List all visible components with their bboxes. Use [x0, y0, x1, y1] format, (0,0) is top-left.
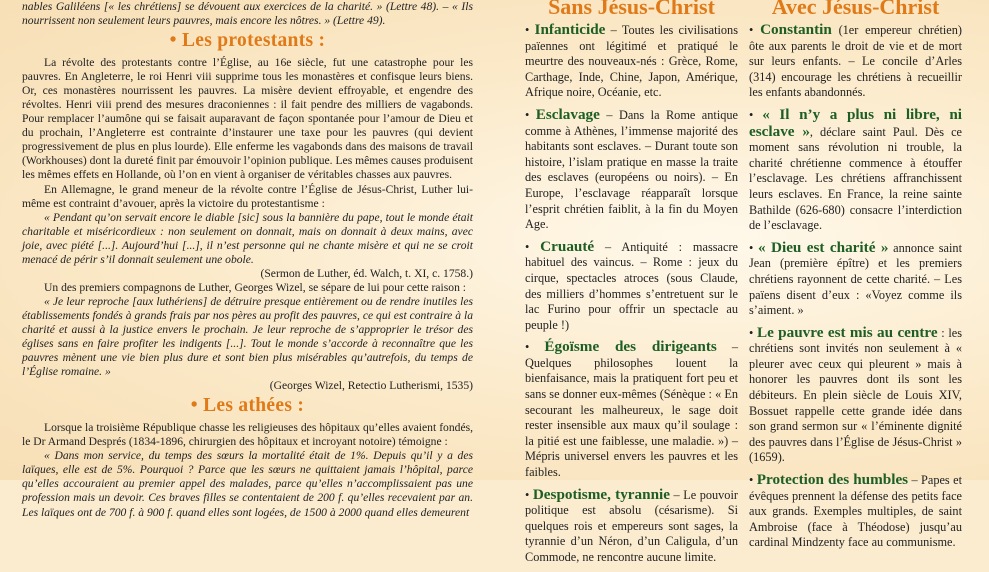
list-item: • Despotisme, tyrannie – Le pouvoir politique est absolu (césarisme). Si quelques rois et empereurs sont sages, la tyrannie d’un Néron, d’un Caligula, d’un Commode, ne rencontre aucune limite. [525, 485, 738, 564]
without-christ-column [525, 0, 738, 572]
wizel-quote-source: (Georges Wizel, Retectio Lutherismi, 1535) [269, 379, 473, 393]
left-column [22, 0, 473, 520]
list-item: • Égoïsme des dirigeants – Quelques philosophes louent la bienfaisance, mais la pratiquent fort peu et sans se donner eux-mêmes (Sénèque : « En secourant les malheureux, le sage doit rester insensible aux maux qu’il soulage : la pitié est une faiblesse, une maladie. ») – Mépris universel envers les pauvres et les faibles. [525, 338, 738, 480]
item-text: – Quelques philosophes louent la bienfaisance, mais la pratiquent fort peu et sans se donner eux-mêmes (Sénèque : « En secourant les malheureux, le sage doit rester insensible aux maux qu’il soulage : la pitié est une faiblesse, une maladie. ») – Mépris universel envers les pauvres et les faibles. [525, 340, 738, 480]
list-item: • « Dieu est charité » annonce saint Jean (première épître) et les premiers chrétiens rayonnent de cette charité. – Les païens disent d’eux : «Voyez comme ils s’aiment. » [749, 238, 962, 318]
protestants-paragraph-2: En Allemagne, le grand meneur de la révolte contre l’Église de Jésus-Christ, Luther lui-même est contraint d’avouer, après la victoire du protestantisme : [22, 182, 473, 210]
section-heading-athees: • Les athées : [190, 395, 305, 417]
wizel-quote: « Je leur reproche [aux luthériens] de détruire presque entièrement ou de rendre inutiles les établissements fondés à grands frais par nos pères au profit des pauvres, ce qui est contraire à la charité et aussi à la justice envers le prochain. Je leur reproche de s’approprier le trésor des églises sans en faire profiter les indigents [...]. Tout le monde s’accorde à reconnaître que les pauvres mènent une vie bien plus dure et sont bien plus misérables qu’autrefois, du temps de l’Église romaine. » [22, 294, 473, 379]
item-text: – Dans la Rome antique comme à Athènes, l’immense majorité des habitants sont esclaves. – Durant toute son histoire, l’islam pratique en masse la traite des esclaves (européens ou noirs). – En Europe, l’esclavage réapparaît lorsque l’esprit chrétien faiblit, à la fin du Moyen Age. [525, 107, 738, 232]
item-text: , déclare saint Paul. Dès ce moment sans révolution ni trouble, la charité chrétienne commence à étouffer l’esclavage. Les chrétiens affranchissent leurs esclaves. En France, la reine sainte Bathilde (626-680) consacre l’interdiction de l’esclavage. [749, 124, 962, 233]
item-title: Constantin [760, 21, 832, 38]
with-christ-column [749, 0, 962, 557]
list-item: • Infanticide – Toutes les civilisations païennes ont légitimé et pratiqué le meurtre des nouveaux-nés : Grèce, Rome, Carthage, Inde, Chine, Japon, Amérique, Afrique noire, Océanie, etc. [525, 21, 738, 100]
column-heading-sans: Sans Jésus-Christ [548, 0, 715, 19]
item-text: (1er empereur chrétien) ôte aux parents le droit de vie et de mort sur leurs enfants. – Le concile d’Arles (314) encourage les chrétiens à recueillir les enfants abandonnés. [749, 23, 962, 100]
item-title: Le pauvre est mis au centre [756, 323, 938, 341]
item-title: Infanticide [534, 21, 606, 38]
item-title: Cruauté [540, 237, 595, 255]
item-title: « Il n’y a plus ni libre, ni esclave » [749, 105, 962, 140]
item-title: Despotisme, tyrannie [532, 485, 670, 503]
list-item: • « Il n’y a plus ni libre, ni esclave », déclare saint Paul. Dès ce moment sans révolution ni trouble, la charité chrétienne commence à étouffer l’esclavage. Les chrétiens affranchissent leurs esclaves. En France, la reine sainte Bathilde (626-680) consacre l’interdiction de l’esclavage. [749, 105, 962, 233]
luther-quote-source: (Sermon de Luther, éd. Walch, t. XI, c. 1758.) [260, 266, 473, 280]
list-item: • Protection des humbles – Papes et évêques prennent la défense des petits face aux grands. Exemples multiples, de saint Ambroise (face à Théodose) jusqu’au cardinal Mindzenty face au communisme. [749, 471, 962, 550]
item-text: – Le pouvoir politique est absolu (césarisme). Si quelques rois et empereurs sont sages, la tyrannie d’un Néron, d’un Caligula, d’un Commode, ne rencontre aucune limite. [525, 487, 738, 564]
protestants-paragraph-3: Un des premiers compagnons de Luther, Georges Wizel, se sépare de lui pour cette raison : [44, 280, 466, 294]
luther-quote: « Pendant qu’on servait encore le diable [sic] sous la bannière du pape, tout le monde était charitable et miséricordieux : non seulement on donnait, mais on donnait à deux mains, avec joie, avec piété [...]. Aujourd’hui [...], il n’est personne qui ne chante misère et qui ne se croit menacé de périr s’il donnait seulement une obole. [22, 210, 473, 266]
item-text: – Toutes les civilisations païennes ont légitimé et pratiqué le meurtre des nouveaux-nés : Grèce, Rome, Carthage, Inde, Chine, Japon, Amérique, Afrique noire, Océanie, etc. [525, 23, 738, 100]
list-item: • Le pauvre est mis au centre : les chrétiens sont invités non seulement à « pleurer avec ceux qui pleurent » mais à honorer les pauvres dont ils sont les débiteurs. En plein siècle de Louis XIV, Bossuet rappelle cette grande idée dans son grand sermon sur « l’éminente dignité des pauvres dans l’Église de Jésus-Christ » (1659). [749, 323, 962, 465]
item-text: – Antiquité : massacre habituel des vaincus. – Rome : jeux du cirque, spectacles atroces (sous Claude, des milliers d’hommes s’entretuent sur le lac Furino pour offrir un spectacle au peuple !) [525, 239, 738, 332]
list-item: • Esclavage – Dans la Rome antique comme à Athènes, l’immense majorité des habitants sont esclaves. – Durant toute son histoire, l’islam pratique en masse la traite des esclaves (européens ou noirs). – En Europe, l’esclavage réapparaît lorsque l’esprit chrétien faiblit, à la fin du Moyen Age. [525, 105, 738, 232]
section-heading-protestants: • Les protestants : [169, 30, 326, 52]
item-title: Protection des humbles [756, 471, 909, 489]
list-item: • Cruauté – Antiquité : massacre habituel des vaincus. – Rome : jeux du cirque, spectacles atroces (sous Claude, des milliers d’hommes s’entretuent sur le lac Furino pour offrir un spectacle au peuple !) [525, 237, 738, 332]
list-item: • Constantin (1er empereur chrétien) ôte aux parents le droit de vie et de mort sur leurs enfants. – Le concile d’Arles (314) encourage les chrétiens à recueillir les enfants abandonnés. [749, 21, 962, 100]
item-text: – Papes et évêques prennent la défense des petits face aux grands. Exemples multiples, de saint Ambroise (face à Théodose) jusqu’au cardinal Mindzenty face au communisme. [749, 473, 962, 550]
athees-paragraph-1: Lorsque la troisième République chasse les religieuses des hôpitaux qu’elles avaient fondés, le Dr Armand Després (1834-1896, chirurgien des hôpitaux et incroyant notoire) témoigne : [22, 421, 473, 449]
item-title: « Dieu est charité » [758, 238, 889, 256]
intro-paragraph: nables Galiléens [« les chrétiens] se dévouent aux exercices de la charité. » (Lettre 48). – « Ils nourrissent non seulement leurs pauvres, mais encore les nôtres. » (Lettre 49). [22, 0, 473, 28]
item-text: annonce saint Jean (première épître) et les premiers chrétiens rayonnent de cette charité. – Les païens disent d’eux : «Voyez comme ils s’aiment. » [749, 240, 962, 318]
item-title: Égoïsme des dirigeants [544, 338, 717, 356]
protestants-paragraph-1: La révolte des protestants contre l’Église, au 16e siècle, fut une catastrophe pour les pauvres. En Angleterre, le roi Henri viii supprime tous les monastères et confisque leurs biens. Or, ces monastères nourrissent les pauvres. La misère devient effroyable, et engendre des révoltes. Henri viii prend des mesures draconiennes : il fait pendre des milliers de vagabonds. Pour remplacer l’aumône qui se faisait auparavant de façon spontanée pour l’amour de Dieu et du prochain, l’Angleterre est contrainte d’instaurer une taxe pour les pauvres (qui devient progressivement de plus en plus lourde). Elle enferme les vagabonds dans des maisons de travail (Workhouses) dont la dureté finit par émouvoir l’opinion publique. Les mêmes causes produisent les mêmes effets en Hollande, où l’on en vient à organiser de véritables chasses aux pauvres. [22, 56, 473, 182]
despres-quote: « Dans mon service, du temps des sœurs la mortalité était de 1%. Depuis qu’il y a des laïques, elle est de 5%. Pourquoi ? Parce que les sœurs ne quittaient jamais l’hôpital, parce qu’elles accouraient au premier appel des malades, parce qu’elles n’accomplissaient pas une profession mais un devoir. Ces braves filles se contentaient de 200 f. qu’elles recevaient par an. Les laïques ont de 700 f. à 900 f. quand elles sont logées, de 1500 à 2000 quand elles demeurent [22, 449, 473, 519]
item-title: Esclavage [535, 105, 600, 123]
column-heading-avec: Avec Jésus-Christ [771, 0, 940, 19]
item-text: : les chrétiens sont invités non seulement à « pleurer avec ceux qui pleurent » mais à honorer les pauvres dont ils sont les débiteurs. En plein siècle de Louis XIV, Bossuet rappelle cette grande idée dans son grand sermon sur « l’éminente dignité des pauvres dans l’Église de Jésus-Christ » (1659). [749, 325, 962, 465]
